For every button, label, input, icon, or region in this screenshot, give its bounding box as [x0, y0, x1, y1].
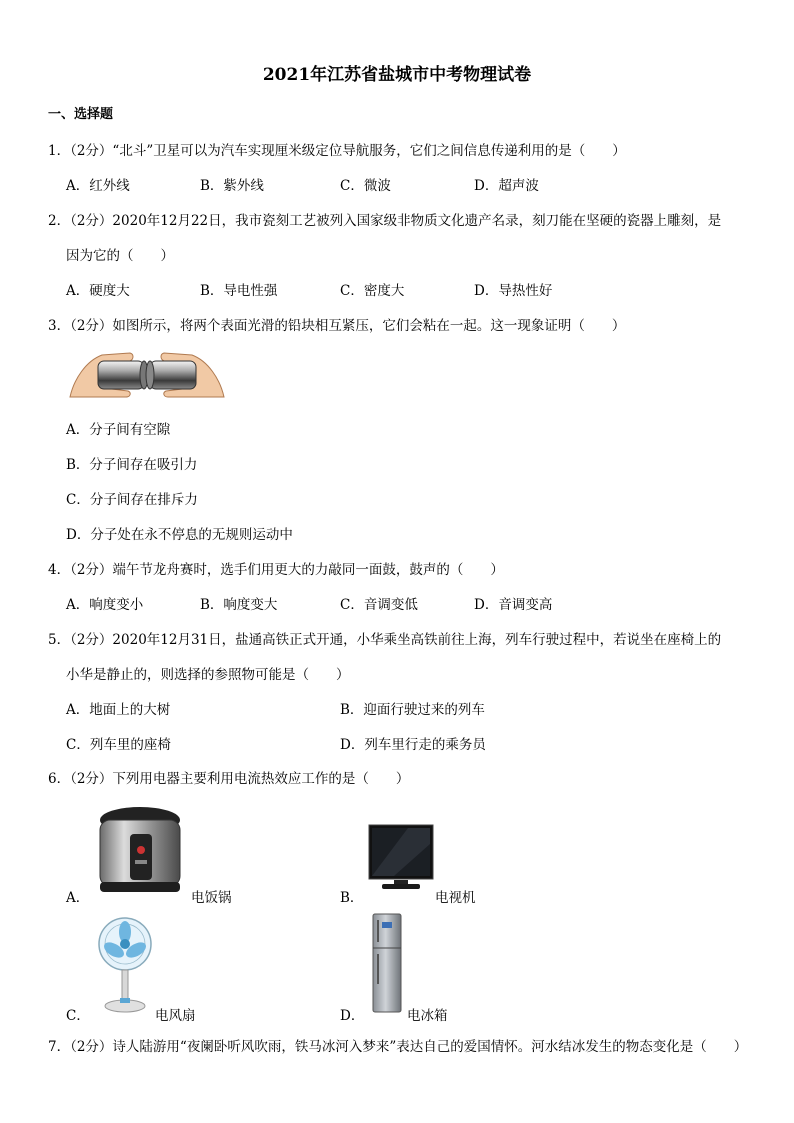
option-c: C．微波: [340, 178, 391, 194]
question-7: [48, 1035, 747, 1055]
question-number: 4．: [48, 562, 71, 578]
option-a: A．红外线: [66, 178, 130, 194]
question-text: （2分）“北斗”卫星可以为汽车实现厘米级定位导航服务，它们之间信息传递利用的是（ ）: [70, 143, 626, 159]
caption-rice-cooker: 电饭锅: [191, 890, 232, 906]
option-b: B．迎面行驶过来的列车: [340, 702, 485, 718]
question-3: [48, 314, 625, 334]
question-1: [48, 139, 626, 159]
caption-refrigerator: 电冰箱: [407, 1008, 448, 1024]
option-a: A．硬度大: [66, 283, 130, 299]
electric-fan-icon: [96, 916, 154, 1016]
option-a: A．地面上的大树: [66, 702, 171, 718]
caption-television: 电视机: [435, 890, 476, 906]
question-number: 6．: [48, 771, 71, 787]
question-text: （2分）下列用电器主要利用电流热效应工作的是（ ）: [70, 771, 410, 787]
option-d: D．: [340, 1008, 365, 1024]
option-b: B．: [340, 890, 364, 906]
television-icon: [368, 824, 434, 892]
question-number: 2．: [48, 213, 71, 229]
exam-title: 2021年江苏省盐城市中考物理试卷: [262, 65, 532, 85]
question-number: 7．: [48, 1039, 71, 1055]
option-d: D．音调变高: [474, 597, 553, 613]
option-c: C．分子间存在排斥力: [66, 492, 198, 508]
question-5-continued: 小华是静止的，则选择的参照物可能是（ ）: [66, 667, 350, 683]
question-number: 5．: [48, 632, 71, 648]
option-a: A．: [66, 890, 90, 906]
caption-electric-fan: 电风扇: [155, 1008, 196, 1024]
option-d: D．导热性好: [474, 283, 553, 299]
question-6: [48, 767, 409, 787]
option-b: B．导电性强: [200, 283, 278, 299]
option-c: C．列车里的座椅: [66, 737, 171, 753]
question-5: [48, 628, 721, 648]
option-b: B．紫外线: [200, 178, 264, 194]
question-text: （2分）诗人陆游用“夜阑卧听风吹雨，铁马冰河入梦来”表达自己的爱国情怀。河水结冰发生的物态变化是（ ）: [70, 1039, 748, 1055]
rice-cooker-icon: [96, 804, 184, 896]
question-4: [48, 558, 504, 578]
option-a: A．分子间有空隙: [66, 422, 171, 438]
question-number: 1．: [48, 143, 71, 159]
question-2-continued: 因为它的（ ）: [66, 248, 174, 264]
option-d: D．超声波: [474, 178, 539, 194]
question-2: [48, 209, 721, 229]
question-text: （2分）如图所示，将两个表面光滑的铅块相互紧压，它们会粘在一起。这一现象证明（ ）: [70, 318, 626, 334]
question-text: （2分）端午节龙舟赛时，选手们用更大的力敲同一面鼓，鼓声的（ ）: [70, 562, 504, 578]
lead-blocks-figure: [68, 345, 226, 401]
question-text: （2分）2020年12月31日，盐通高铁正式开通，小华乘坐高铁前往上海，列车行驶过程中，若说坐在座椅上的: [70, 632, 722, 648]
option-b: B．响度变大: [200, 597, 278, 613]
option-c: C．音调变低: [340, 597, 418, 613]
question-text: （2分）2020年12月22日，我市瓷刻工艺被列入国家级非物质文化遗产名录，刻刀能在坚硬的瓷器上雕刻，是: [70, 213, 722, 229]
section-heading: 一、选择题: [48, 107, 114, 122]
option-d: D．分子处在永不停息的无规则运动中: [66, 527, 293, 543]
option-c: C．: [66, 1008, 90, 1024]
question-number: 3．: [48, 318, 71, 334]
option-d: D．列车里行走的乘务员: [340, 737, 486, 753]
option-a: A．响度变小: [66, 597, 144, 613]
option-c: C．密度大: [340, 283, 405, 299]
option-b: B．分子间存在吸引力: [66, 457, 198, 473]
refrigerator-icon: [370, 912, 404, 1016]
